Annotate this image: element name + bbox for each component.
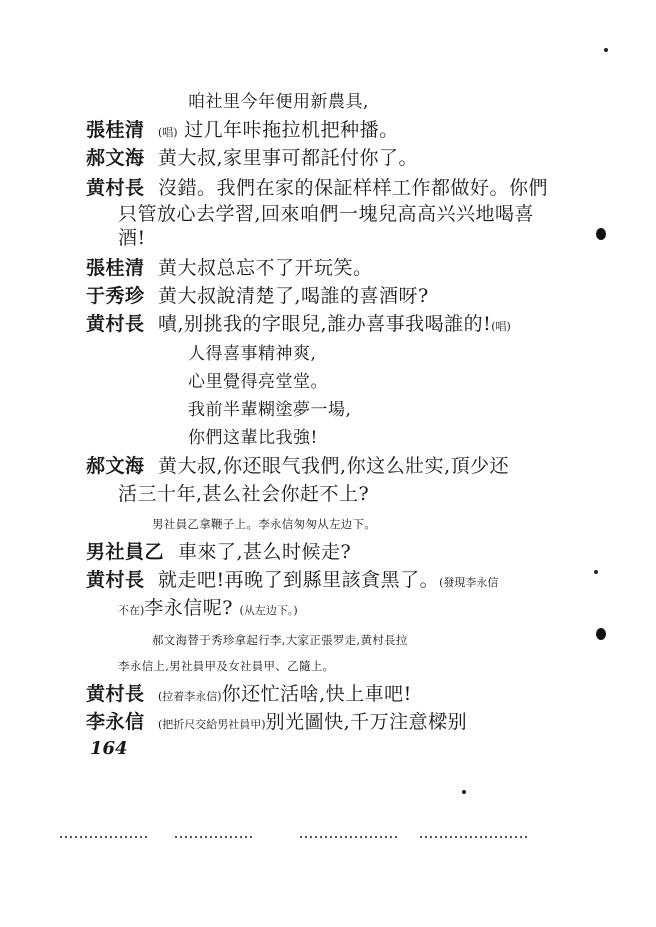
- line-14: 郝文海 黄大叔,你还眼气我們,你这么壯实,頂少还: [86, 455, 510, 477]
- scan-edge-rule: [420, 836, 530, 838]
- line-12: 我前半輩糊塗夢一場,: [188, 400, 352, 420]
- scan-speck: [462, 790, 466, 794]
- line-23: 李永信 (把折尺交給男社員甲)别光圖快,千万注意樑别: [86, 711, 468, 733]
- line-5: 只管放心去学習,回來咱們一塊兒高高兴兴地喝喜: [118, 203, 535, 225]
- line-1: 咱社里今年便用新農具,: [188, 92, 369, 112]
- line-7: 張桂清 黄大叔总忘不了开玩笑。: [86, 257, 373, 279]
- stage-direction-3: 李永信上,男社員甲及女社員甲、乙隨上。: [118, 659, 335, 673]
- line-19: 不在)李永信呢? (从左边下。): [118, 597, 298, 619]
- line-8: 于秀珍 黄大叔說清楚了,喝誰的喜酒呀?: [86, 285, 429, 307]
- line-22: 黄村長 (拉着李永信)你还忙活啥,快上車吧!: [86, 683, 412, 705]
- line-4: 黄村長 沒錯。我們在家的保証样样工作都做好。你們: [86, 177, 549, 199]
- page-number: 164: [90, 738, 128, 759]
- line-15: 活三十年,甚么社会你赶不上?: [118, 483, 370, 505]
- line-18: 黄村長 就走吧!再晚了到縣里該貪黑了。(發現李永信: [86, 569, 499, 591]
- binding-hole-mark: [596, 228, 606, 240]
- line-11: 心里覺得亮堂堂。: [188, 372, 328, 392]
- line-10: 人得喜事精神爽,: [188, 344, 317, 364]
- stage-direction-2: 郝文海替于秀珍拿起行李,大家正張罗走,黄村長拉: [152, 633, 408, 647]
- scan-edge-rule: [60, 836, 150, 838]
- line-3: 郝文海 黄大叔,家里事可都託付你了。: [86, 147, 419, 169]
- line-9: 黄村長 嘖,别挑我的字眼兒,誰办喜事我喝誰的!(唱): [86, 313, 511, 335]
- scan-speck: [604, 48, 608, 52]
- line-2: 張桂清 (唱) 过几年咔拖拉机把种播。: [86, 119, 399, 141]
- stage-direction-1: 男社員乙拿鞭子上。李永信匆匆从左边下。: [152, 517, 377, 531]
- line-17: 男社員乙 車來了,甚么时候走?: [86, 541, 352, 563]
- line-6: 酒!: [118, 227, 146, 249]
- line-13: 你們这輩比我強!: [188, 428, 318, 448]
- scan-speck: [594, 570, 598, 574]
- scan-edge-rule: [300, 836, 400, 838]
- binding-hole-mark: [596, 628, 606, 640]
- scan-edge-rule: [175, 836, 255, 838]
